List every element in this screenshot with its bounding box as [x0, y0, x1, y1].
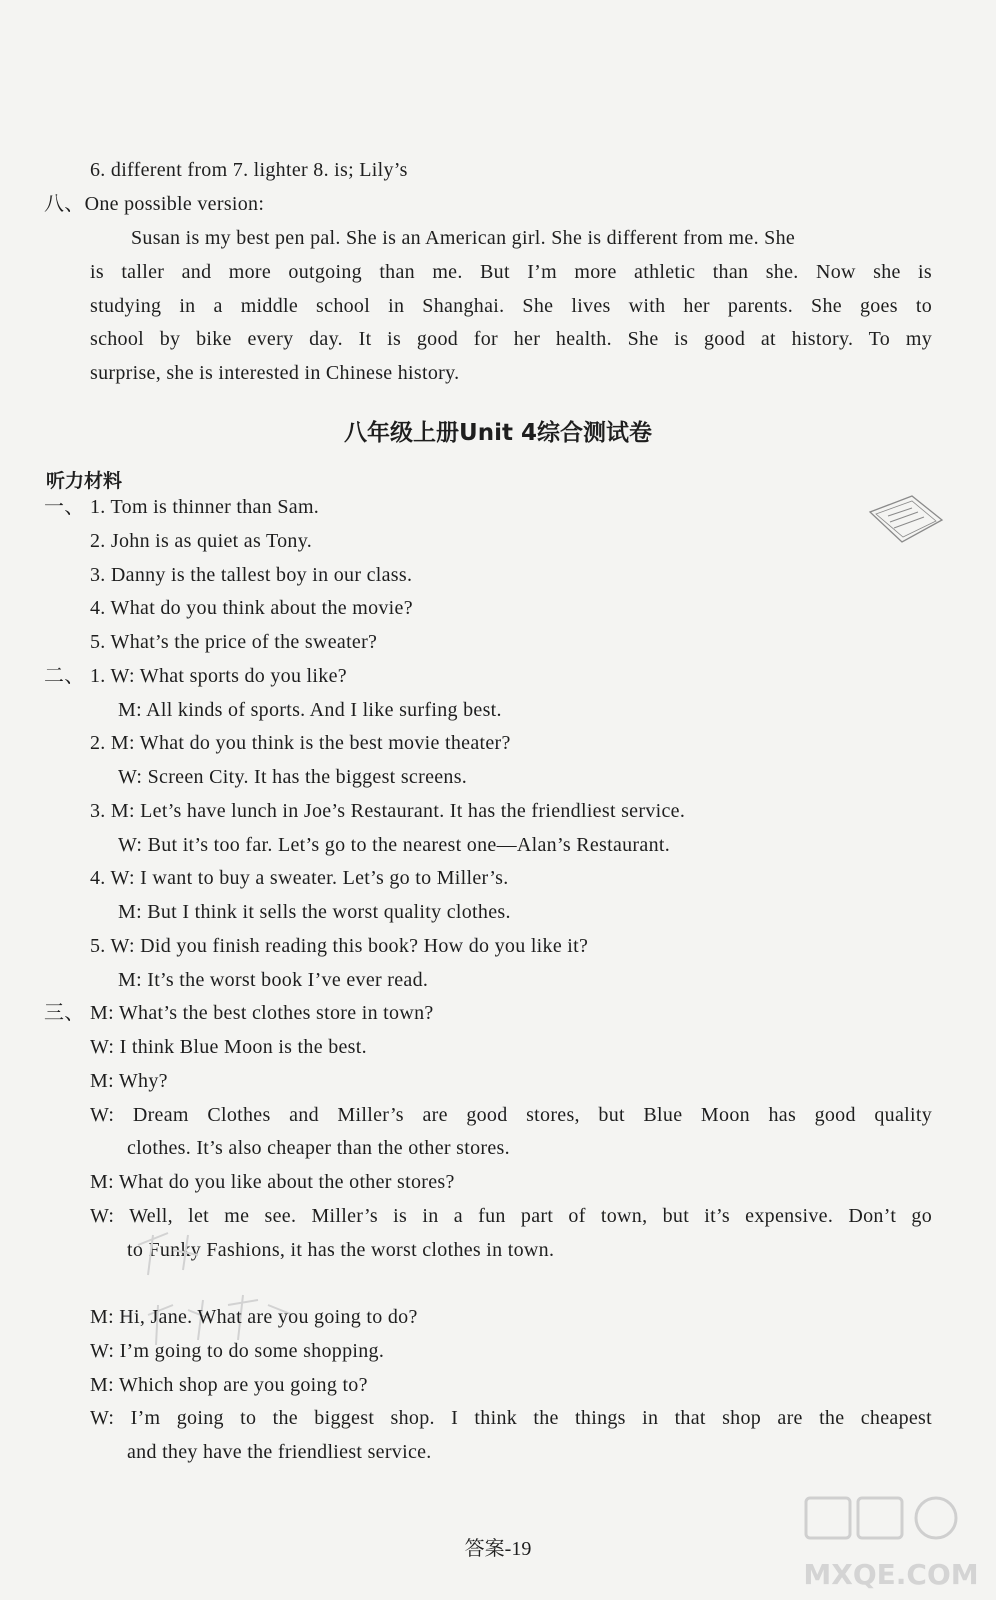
logo-text: MXQE.COM: [803, 1558, 979, 1591]
dialogue-line: M: All kinds of sports. And I like surfing best.: [118, 699, 502, 721]
dialogue-line: M: Why?: [90, 1070, 168, 1092]
dialogue-line: W: Well, let me see. Miller’s is in a fun part of town, but it’s expensive. Don’t go: [90, 1205, 932, 1227]
dialogue-line: W: I think Blue Moon is the best.: [90, 1036, 367, 1058]
dialogue-line: W: I’m going to the biggest shop. I think the things in that shop are the cheapest: [90, 1407, 932, 1429]
essay-line-4: school by bike every day. It is good for her health. She is good at history. To my: [90, 328, 932, 350]
dialogue-line: W: But it’s too far. Let’s go to the nearest one—Alan’s Restaurant.: [118, 834, 671, 856]
dialogue-line: W: Dream Clothes and Miller’s are good stores, but Blue Moon has good quality: [90, 1104, 932, 1126]
dialogue-line: M: Which shop are you going to?: [90, 1374, 368, 1396]
section-8-label: 八、One possible version:: [44, 193, 265, 215]
dialogue-line: M: But I think it sells the worst quality clothes.: [118, 901, 511, 923]
stamp-icon: [866, 492, 946, 546]
dialogue-line: to Funky Fashions, it has the worst clothes in town.: [127, 1239, 555, 1261]
essay-line-3: studying in a middle school in Shanghai. She lives with her parents. She goes to: [90, 295, 932, 317]
essay-line-1: Susan is my best pen pal. She is an American girl. She is different from me. She: [131, 227, 796, 249]
section-heading: 听力材料: [46, 470, 123, 492]
list-item: 1. Tom is thinner than Sam.: [90, 496, 320, 518]
dialogue-line: 3. M: Let’s have lunch in Joe’s Restaurant. It has the friendliest service.: [90, 800, 686, 822]
dialogue-line: 1. W: What sports do you like?: [90, 665, 347, 687]
page-number: 答案-19: [464, 1538, 532, 1560]
dialogue-line: clothes. It’s also cheaper than the other stores.: [127, 1137, 510, 1159]
list-item: 5. What’s the price of the sweater?: [90, 631, 378, 653]
dialogue-line: and they have the friendliest service.: [127, 1441, 432, 1463]
essay-line-5: surprise, she is interested in Chinese history.: [90, 362, 460, 384]
dialogue-line: M: What do you like about the other stores?: [90, 1171, 455, 1193]
essay-line-2: is taller and more outgoing than me. But I’m more athletic than she. Now she is: [90, 261, 932, 283]
list-item: 2. John is as quiet as Tony.: [90, 530, 312, 552]
dialogue-line: 4. W: I want to buy a sweater. Let’s go to Miller’s.: [90, 867, 509, 889]
section-1-label: 一、: [44, 496, 85, 518]
dialogue-line: W: I’m going to do some shopping.: [90, 1340, 385, 1362]
section-3-label: 三、: [44, 1002, 85, 1024]
dialogue-line: M: What’s the best clothes store in town?: [90, 1002, 434, 1024]
dialogue-line: M: It’s the worst book I’ve ever read.: [118, 969, 429, 991]
page-title: 八年级上册Unit 4综合测试卷: [344, 420, 652, 446]
dialogue-line: M: Hi, Jane. What are you going to do?: [90, 1306, 418, 1328]
section-2-label: 二、: [44, 665, 85, 687]
answer-line-6-8: 6. different from 7. lighter 8. is; Lily’s: [90, 159, 408, 181]
dialogue-line: 2. M: What do you think is the best movie theater?: [90, 732, 511, 754]
dialogue-line: W: Screen City. It has the biggest screens.: [118, 766, 468, 788]
list-item: 3. Danny is the tallest boy in our class.: [90, 564, 413, 586]
site-logo-icon: [796, 1492, 986, 1596]
dialogue-line: 5. W: Did you finish reading this book? How do you like it?: [90, 935, 589, 957]
list-item: 4. What do you think about the movie?: [90, 597, 413, 619]
